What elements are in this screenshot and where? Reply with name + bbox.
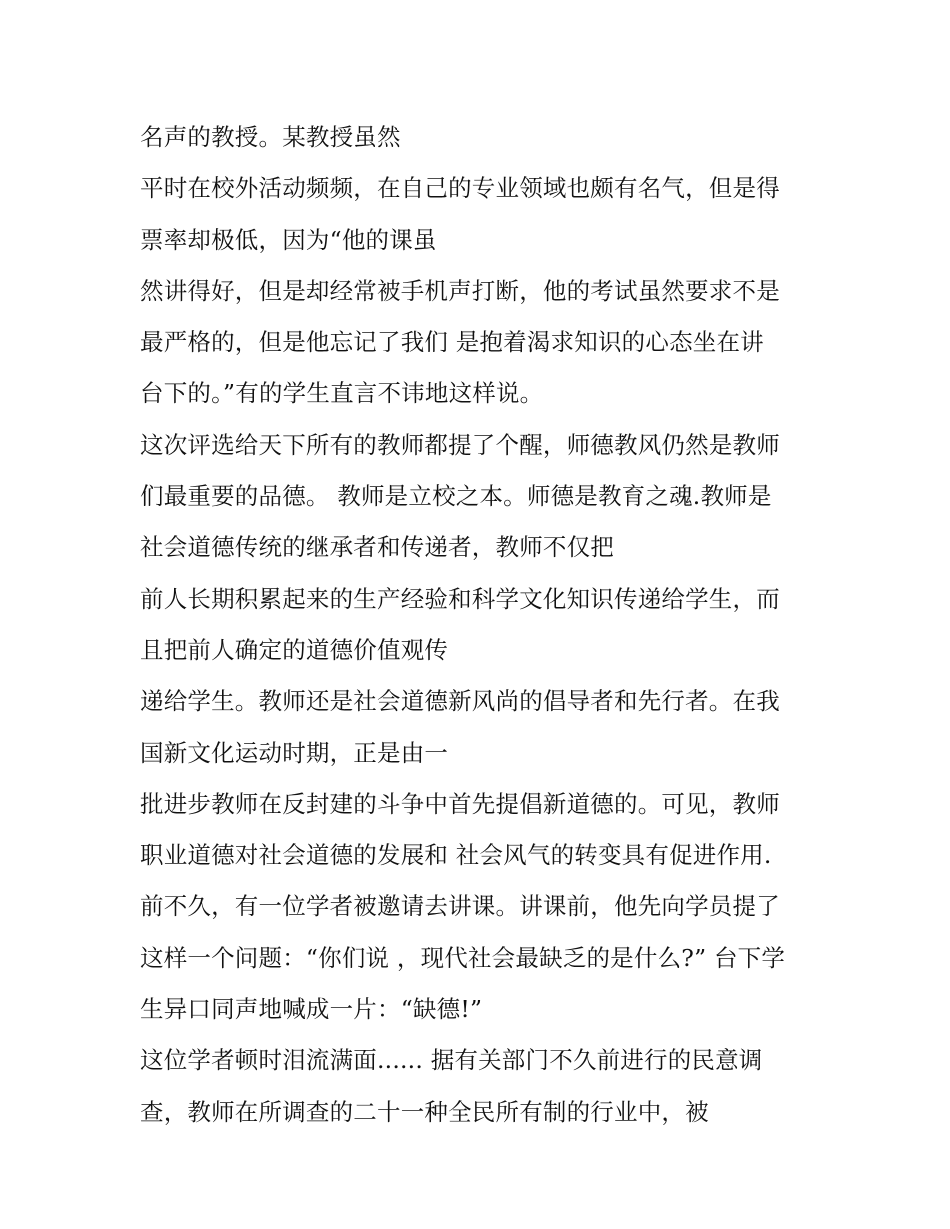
text-line: 且把前人确定的道德价值观传 (140, 635, 449, 664)
text-line: 前人长期积累起来的生产经验和科学文化知识传递给学生，而 (140, 584, 780, 613)
text-line: 这位学者顿时泪流满面...... 据有关部门不久前进行的民意调 (140, 1046, 763, 1075)
text-line: 批进步教师在反封建的斗争中首先提倡新道德的。可见，教师 (140, 789, 780, 818)
text-line: 们最重要的品德。 教师是立校之本。师德是教育之魂.教师是 (140, 482, 772, 511)
text-line: 生异口同声地喊成一片：“缺德!” (140, 995, 483, 1024)
text-line: 最严格的，但是他忘记了我们 是抱着渴求知识的心态坐在讲 (140, 328, 764, 357)
text-line: 递给学生。教师还是社会道德新风尚的倡导者和先行者。在我 (140, 687, 780, 716)
text-line: 前不久，有一位学者被邀请去讲课。讲课前，他先向学员提了 (140, 892, 780, 921)
text-line: 这次评选给天下所有的教师都提了个醒，师德教风仍然是教师 (140, 430, 780, 459)
text-line: 名声的教授。某教授虽然 (140, 123, 401, 151)
text-line: 查，教师在所调查的二十一种全民所有制的行业中，被 (140, 1097, 709, 1126)
text-line: 平时在校外活动频频，在自己的专业领域也颇有名气，但是得 (140, 174, 780, 203)
body-text (140, 112, 830, 1138)
text-line: 国新文化运动时期，正是由一 (140, 738, 449, 767)
text-line: 票率却极低，因为“他的课虽 (140, 225, 437, 254)
text-line: 台下的。”有的学生直言不讳地这样说。 (140, 379, 544, 408)
text-line: 这样一个问题：“你们说 ，现代社会最缺乏的是什么?” 台下学 (140, 943, 786, 972)
text-line: 职业道德对社会道德的发展和 社会风气的转变具有促进作用. (140, 841, 772, 870)
text-line: 然讲得好，但是却经常被手机声打断，他的考试虽然要求不是 (140, 276, 780, 305)
text-line: 社会道德传统的继承者和传递者，教师不仅把 (140, 533, 614, 562)
